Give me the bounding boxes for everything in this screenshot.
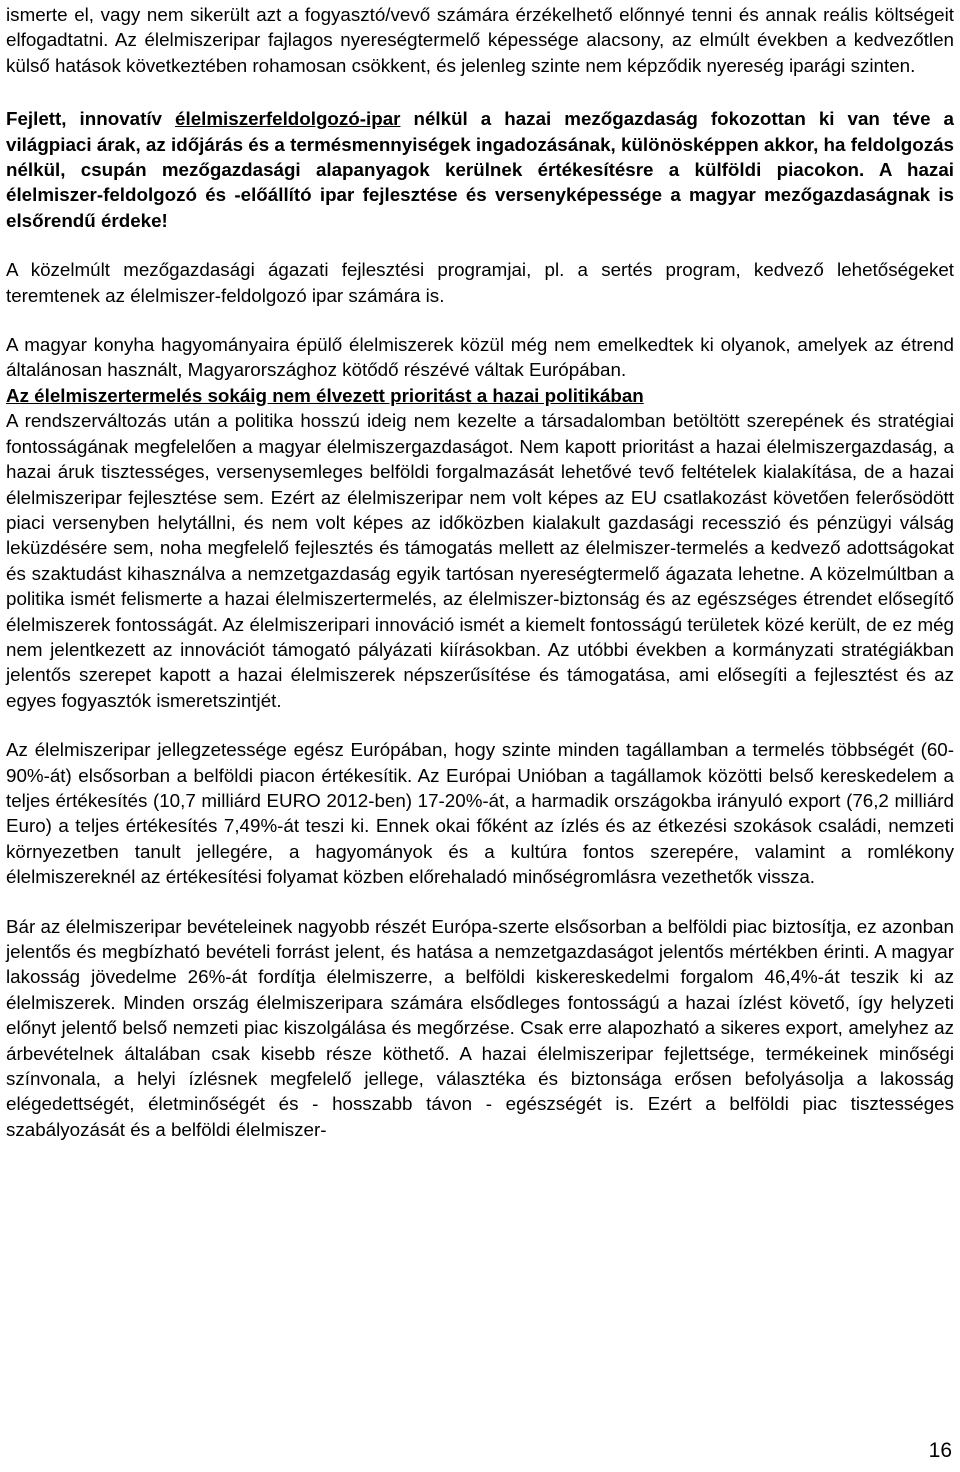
- paragraph-intro: ismerte el, vagy nem sikerült azt a fogyasztó/vevő számára érzékelhető előnnyé tenni és annak reális költségeit elfogadtatni. Az élelmiszeripar fajlagos nyereségtermelő képessége alacsony, az elmúlt években a kedvezőtlen külső hatások következtében rohamosan csökkent, és jelenleg szinte nem képződik nyereség iparági szinten.: [6, 4, 954, 76]
- underlined-term: élelmiszerfeldolgozó-ipar: [175, 108, 401, 130]
- bold-text-start: Fejlett, innovatív: [6, 108, 176, 130]
- paragraph-hungarian-cuisine: A magyar konyha hagyományaira épülő élelmiszerek közül még nem emelkedtek ki olyanok, amelyek az étrend általánosan használt, Magyarországhoz kötődő részévé váltak Európában.: [6, 334, 954, 381]
- document-page: [6, 2, 954, 1142]
- paragraph-domestic-market: Bár az élelmiszeripar bevételeinek nagyobb részét Európa-szerte elsősorban a belföldi piac biztosítja, ez azonban jelentős és megbízható bevételi forrást jelent, és hatása a nemzetgazdaságot jelentős mértékben érinti. A magyar lakosság jövedelme 26%-át fordítja élelmiszerre, a belföldi kiskereskedelmi forgalom 46,4%-át teszik ki az élelmiszerek. Minden ország élelmiszeripara számára elsődleges fontosságú a hazai ízlést követő, így helyzeti előnyt jelentő belső nemzeti piac kiszolgálása és megőrzése. Csak erre alapozható a sikeres export, amelyhez az árbevételnek általában csak kisebb része köthető. A hazai élelmiszeripar fejlettsége, termékeinek minőségi színvonala, a helyi ízlésnek megfelelő jellege, választéka és biztonsága erősen befolyásolja a lakosság elégedettségét, életminőségét és - hosszabb távon - egészségét is. Ezért a belföldi piac tisztességes szabályozását és a belföldi élelmiszer-: [6, 915, 954, 1140]
- paragraph-politics: A rendszerváltozás után a politika hosszú ideig nem kezelte a társadalomban betöltött szerepének és stratégiai fontosságának megfelelően a magyar élelmiszergazdaságot. Nem kapott prioritást a hazai élelmiszergazdaság, a hazai áruk tisztességes, versenysemleges belföldi forgalmazását lehetővé tevő feltételek kialakítása, de a hazai élelmiszeripar fejlesztése sem. Ezért az élelmiszeripar nem volt képes az EU csatlakozást követően felerősödött piaci versenyben helytállni, és nem volt képes az időközben kialakult gazdasági recesszió és pénzügyi válság leküzdésére sem, noha megfelelő fejlesztés és támogatás mellett az élelmiszer-termelés a kedvező adottságokat és szaktudást kihasználva a nemzetgazdaság egyik tartósan nyereségtermelő ágazata lehetne. A közelmúltban a politika ismét felismerte a hazai élelmiszertermelés, az élelmiszer-biztonság és az egészséges étrendet elősegítő élelmiszerek fontosságát. Az élelmiszeripari innováció ismét a kiemelt fontosságú területek közé került, de ez még nem jelentkezett az innovációt támogató pályázati kiírásokban. Az utóbbi években a kormányzati stratégiákban jelentős szerepet kapott a hazai élelmiszerek népszerűsítése és támogatása, ami elősegíti a fejlesztést és az egyes fogyasztók ismeretszintjét.: [6, 410, 954, 711]
- paragraph-european-market: Az élelmiszeripar jellegzetessége egész Európában, hogy szinte minden tagállamban a termelés többségét (60-90%-át) elsősorban a belföldi piacon értékesítik. Az Európai Unióban a tagállamok közötti belső kereskedelem a teljes értékesítés (10,7 milliárd EURO 2012-ben) 17-20%-át, a harmadik országokba irányuló export (76,2 milliárd Euro) a teljes értékesítés 7,49%-át teszi ki. Ennek okai főként az ízlés és az étkezési szokások családi, nemzeti környezetben tanult jellegére, a hagyományok és a kultúra fontos szerepére, valamint a romlékony élelmiszereknél az értékesítési folyamat közben előrehaladó minőségromlásra vezethetők vissza.: [6, 739, 954, 888]
- page-number: 16: [928, 1439, 952, 1462]
- section-heading: Az élelmiszertermelés sokáig nem élvezett prioritást a hazai politikában: [6, 384, 644, 406]
- bold-text-rest: nélkül a hazai mezőgazdaság fokozottan ki van téve a világpiaci árak, az időjárás és a termésmennyiségek ingadozásának, különösképpen akkor, ha feldolgozás nélkül, csupán mezőgazdasági alapanyagok kerülnek értékesítésre a külföldi piacokon. A hazai élelmiszer-feldolgozó és -előállító ipar fejlesztése és versenyképessége a magyar mezőgazdaságnak is elsőrendű érdeke!: [6, 108, 954, 231]
- paragraph-bold-statement: [6, 106, 954, 233]
- paragraph-development-programs: A közelmúlt mezőgazdasági ágazati fejlesztési programjai, pl. a sertés program, kedvező lehetőségeket teremtenek az élelmiszer-feldolgozó ipar számára is.: [6, 259, 954, 306]
